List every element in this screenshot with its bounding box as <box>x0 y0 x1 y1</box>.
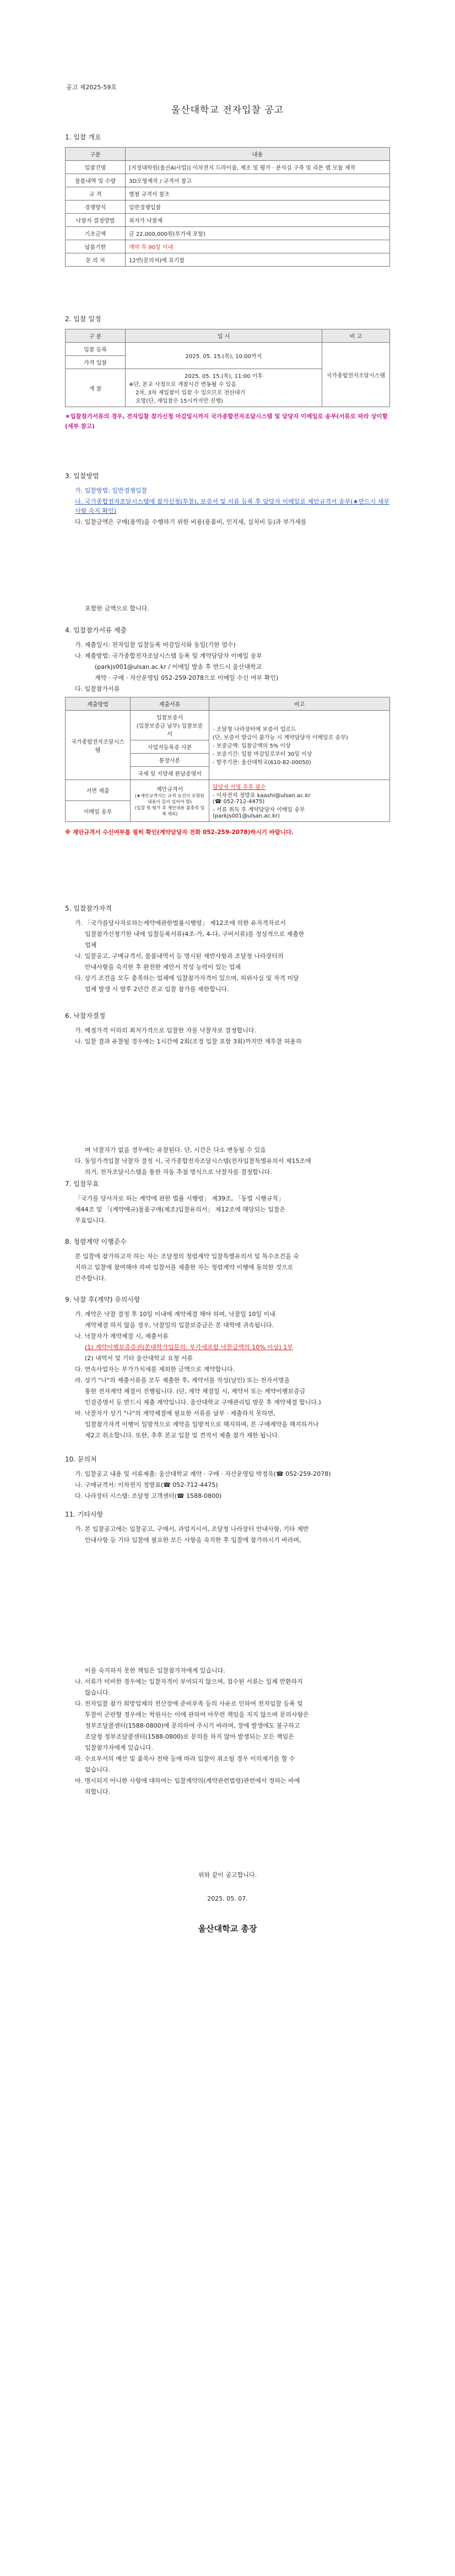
misc-line: 의합니다. <box>85 1788 111 1795</box>
row-value: 금 22,000,000원(부가세 포함) <box>126 227 390 240</box>
row-label: 문 의 처 <box>66 253 126 267</box>
method-c: 다. 입찰금액은 구매(용역)을 수행하기 위한 비용(용품비, 인지세, 설치비 등)과 부가세를 <box>75 518 307 526</box>
row-value: 계약 후 90일 이내 <box>126 240 390 253</box>
documents-table <box>65 697 390 822</box>
opening-time: 2025. 05. 15.(목), 11:00 이후 <box>185 374 263 380</box>
award-line: 의거, 전자조달시스템을 통한 자동 추첨 방식으로 낙찰자를 결정합니다. <box>85 1168 272 1176</box>
misc-line: 않습니다. <box>85 1689 111 1696</box>
award-line: 나. 입찰 결과 유찰될 경우에는 1시간에 2회(조정 입찰 포함 3회)까지만 재투찰 허용하 <box>75 1038 302 1045</box>
misc-line: 없습니다. <box>85 1766 111 1773</box>
doc-cell: 사업자등록증 사본 <box>131 740 209 754</box>
section-integrity <box>65 1237 390 1285</box>
table-header: 제출방법 <box>66 697 131 711</box>
misc-line: 투찰이 곤란할 경우에는 학원사는 이에 관하여 아무런 책임을 지지 않으며 문의사항은 <box>85 1711 309 1718</box>
section-heading: 5. 입찰참가자격 <box>65 905 112 912</box>
doc-cell: 입찰보증서 (입찰보증금 납부) 입찰보증서 <box>131 711 209 740</box>
misc-line: 안내사항 등 기타 입찰에 필요한 모든 사항을 숙지한 후 입찰에 참가하시기 바라며, <box>85 1536 301 1544</box>
section-heading: 3. 입찰방법 <box>65 472 99 480</box>
award-line: 며 낙찰자가 없을 경우에는 유찰된다. 단, 시간은 다소 변동될 수 있음 <box>85 1146 266 1154</box>
row-label: 낙찰자 결정방법 <box>66 214 126 227</box>
note-cell: - 조달청 나라장터에 보증서 업로드 (단, 보증서 발급이 불가능 시 계약담당자 이메일로 송부) - 보증금액: 입찰금액의 5% 이상 - 보증기간: 입찰 마감일로부터 30일 이상 - 발주기관: 울산대학교(610-82-00050) <box>209 711 390 780</box>
row-value: 최저가 낙찰제 <box>126 214 390 227</box>
contract-line: (2) 내역서 및 기타 울산대학교 요청 서류 <box>85 1355 193 1362</box>
misc-line: 입찰참가자에게 있습니다. <box>85 1744 153 1751</box>
contract-line: 다. 연속사업자는 부가가치세를 제외한 금액으로 계약합니다. <box>75 1366 235 1373</box>
row-value: 2025. 05. 15.(목), 10:00까지 <box>126 343 322 369</box>
method-c-cont: 포함한 금액으로 합니다. <box>85 605 149 612</box>
contract-line: 제2고 취소합니다. 또한, 추후 본교 입찰 및 견적서 제출 참가 제한 됩니다. <box>85 1432 280 1439</box>
misc-line: 라. 수요부서의 예산 및 품목사 전략 등에 따라 입찰이 취소될 경우 이의제기를 할 수 <box>75 1755 295 1762</box>
integrity-line: 본 입찰에 참가하고자 하는 자는 조달청의 청렴계약 입찰특별유의서 및 특수조건을 숙 <box>75 1253 299 1260</box>
section-heading: 7. 입찰무효 <box>65 1180 99 1188</box>
row-value: [지정대학원(울산AI사업)] 이차전지 드라이룸, 제조 및 평가 · 분석실 구축 및 리튼 랩 모듈 제작 <box>126 161 390 174</box>
closing-line: 위와 같이 공고합니다. <box>198 1871 257 1879</box>
row-value: 3D모형제작 / 규격서 참고 <box>126 174 390 187</box>
opening-note: 2차, 3차 재입찰이 입찰 수 있으므로 전산대기 <box>136 390 246 396</box>
row-label: 규 격 <box>66 187 126 201</box>
opening-note: 요망(단, 재입찰은 15시까지만 진행) <box>136 398 223 404</box>
row-value: 일반경쟁입찰 <box>126 201 390 214</box>
integrity-line: 간주합니다. <box>75 1275 106 1282</box>
section-documents <box>65 625 390 839</box>
contract-line: 인감증명서 등 반드시 제출 계약입니다. 울산대학교 구매관리팀 방문 후 계약체결 합니다.) <box>85 1399 321 1406</box>
row-label: 납품기한 <box>66 240 126 253</box>
notice-number: 공고 제2025-59호 <box>66 84 117 91</box>
table-header: 내용 <box>126 148 390 161</box>
document-title: 울산대학교 전자입찰 공고 <box>171 105 284 116</box>
table-header: 제출서류 <box>131 697 209 711</box>
table-header: 일 시 <box>126 329 322 343</box>
eligibility-line: 안내사항을 숙지한 후 완전한 제안서 작성 능력이 있는 업체 <box>85 964 241 971</box>
contract-line: (1) 계약이행보증증권(본대학가입문의: 부가세포함 낙찰금액의 10% 이상) 1부 <box>85 1344 293 1351</box>
row-label: 물품내역 및 수량 <box>66 174 126 187</box>
contract-line: 나. 낙찰자가 계약체결 시, 제출서류 <box>75 1333 169 1340</box>
eligibility-line: 다. 상기 조건을 모두 충족하는 업체에 입찰참가자격이 있으며, 허위사실 및 자격 미달 <box>75 975 299 982</box>
misc-line: 정부조달콜센터(1588-0800)에 문의하여 주시기 바라며, 장애 발생에도 불구하고 <box>85 1722 300 1729</box>
row-label: 입찰 등록 <box>66 343 126 356</box>
misc-line: 다. 전자입찰 참가 희망업체의 전산장애 준비부족 등의 사유로 인하여 전자입찰 등록 및 <box>75 1700 303 1707</box>
section-heading: 2. 입찰 일정 <box>65 315 101 323</box>
docs-b-phone: 계약 · 구매 · 자산운영팀 052-259-2078으로 이메일 수신 여부 확인) <box>95 674 279 681</box>
row-label: 경쟁방식 <box>66 201 126 214</box>
contract-line: 계약체결 하지 않을 경우, 낙찰일의 입찰보증금은 본 대학에 귀속됩니다. <box>85 1322 274 1329</box>
method-cell: 국가종합전자조달시스템 <box>66 711 131 780</box>
contract-line: 라. 상기 "나"의 제출서류를 모두 제출한 후, 계약서를 작성(날인) 또는 전자서명을 <box>75 1377 290 1384</box>
section-heading: 8. 청렴계약 이행준수 <box>65 1238 127 1246</box>
misc-line: 마. 명시되지 아니한 사항에 대하여는 입찰계약의(계약관련법령)관련에서 정하는 바에 <box>75 1777 300 1784</box>
misc-line: 이를 숙지하지 못한 책임은 입찰참가자에게 있습니다. <box>85 1667 225 1674</box>
note-cell: 담당자 서명 추후 필수 - 이차전지 정방표 kaashi@ulsan.ac.kr (☎ 052-712-4475) - 서류 취득 후 계약담당자 이메일 송부 (parkjs001@ulsan.ac.kr) <box>209 780 390 822</box>
eligibility-line: 입찰참가신청기한 내에 입찰등록서류(4조-가, 4-다, 구비서류)를 정상적으로 제출한 <box>85 930 305 938</box>
eligibility-line: 업체 발생 시 향후 2년간 본교 입찰 참가를 제한합니다. <box>85 986 229 993</box>
method-b: 나. 국가종합전자조달시스템에 참가신청(투찰), 보증서 및 서류 등록 후 담당자 이메일로 제안규격서 송부(★반드시 세부사항 숙지 확인) <box>75 498 390 515</box>
section-contact <box>65 1454 390 1502</box>
doc-cell: 통장사본 <box>131 754 209 767</box>
row-label: 개 찰 <box>66 369 126 407</box>
section-contract <box>65 1295 390 1442</box>
contract-line: 마. 낙찰자가 상기 "나"의 계약체결에 필요한 서류를 납부 · 제출하지 못하면, <box>75 1410 275 1417</box>
section-method <box>65 471 390 615</box>
contact-line: 나. 구매규격서: 이차전지 정방표(☎ 052-712-4475) <box>75 1481 218 1489</box>
integrity-line: 지하고 입찰에 참여해야 하며 입찰서를 제출한 자는 청렴계약 이행에 동의한 것으로 <box>75 1264 294 1271</box>
section-heading: 9. 낙찰 후(계약) 유의사항 <box>65 1296 140 1303</box>
section-invalid <box>65 1179 390 1227</box>
eligibility-line: 나. 입찰공고, 구매규격서, 물품내역서 등 명시된 제반사항과 조달청 나라장터의 <box>75 953 284 960</box>
section-heading: 6. 낙찰자결정 <box>65 1012 106 1020</box>
section-heading: 1. 입찰 개요 <box>65 133 101 141</box>
misc-line: 나. 서류가 미비한 경우에는 입찰자격이 부여되지 않으며, 접수된 서류는 일체 반환하지 <box>75 1678 303 1685</box>
section-heading: 10. 문의처 <box>65 1455 97 1463</box>
row-label: 가격 입찰 <box>66 356 126 369</box>
table-header: 비 고 <box>322 329 390 343</box>
award-line: 다. 동일가격입찰 낙찰자 결정 시, 국가종합전자조달시스템(전자입찰특별유의서 제15조에 <box>75 1157 311 1165</box>
row-value: 12번(문의처)에 표기함 <box>126 253 390 267</box>
section-overview <box>65 132 390 267</box>
invalid-line: 제44조 및 「(계약예규)물품구매(제조)입찰유의서」 제12조에 해당되는 입찰은 <box>75 1206 286 1213</box>
row-value: 별첨 규격서 참조 <box>126 187 390 201</box>
doc-cell: 제안규격서 (★제안규격서는 규격 요건이 포함된 내용이 들어 있어야 함) (입찰 및 평가 후 제안내용 불충족 업체 제외) <box>131 780 209 822</box>
closing-signature: 울산대학교 총장 <box>198 1924 257 1934</box>
table-header: 구 분 <box>66 329 126 343</box>
docs-a: 가. 제출일시: 전자입찰 입찰등록 마감일시와 동일(기한 엄수) <box>75 641 236 648</box>
contract-line: 입찰참가자격 이행이 일방적으로 계약을 일방적으로 해지하며, 본 구매계약을 해지하거나 <box>85 1421 319 1428</box>
row-label: 기초금액 <box>66 227 126 240</box>
opening-note: ※단, 본교 사정으로 개찰시간 변동될 수 있음 <box>129 382 236 388</box>
eligibility-line: 가. 「국가를당사자로하는계약에관한법률시행령」 제12조에 의한 유자격자로서 <box>75 919 286 927</box>
doc-cell: 국세 및 지방세 완납증명서 <box>131 767 209 780</box>
docs-c: 다. 입찰참가서류 <box>75 685 120 692</box>
method-cell: 서면 제출 <box>66 780 131 801</box>
row-note: 국가종합전자조달시스템 <box>322 343 390 407</box>
award-line: 가. 예정가격 이하의 최저가격으로 입찰한 자를 낙찰자로 결정합니다. <box>75 1027 256 1034</box>
section-eligibility <box>65 903 390 995</box>
section-heading: 4. 입찰참가서류 제출 <box>65 626 127 634</box>
docs-b-email: (parkjs001@ulsan.ac.kr / 이메일 발송 후 반드시 울산대학교 <box>95 663 262 670</box>
schedule-warning: ★입찰참가서류의 경우, 전자입찰 참가신청 마감일시까지 국가종합전자조달시스템 및 담당자 이메일로 송부(서류로 따라 상이할 (세부 참고) <box>65 413 388 430</box>
invalid-line: 무효입니다. <box>75 1217 106 1224</box>
contract-line: 통한 전자계약 체결이 진행됩니다. (단, 계약 체결일 시, 계약서 또는 계약이행보증금 <box>85 1388 306 1395</box>
closing-date: 2025. 05. 07. <box>207 1895 248 1902</box>
docs-warning: ※ 제안규격서 수신여부를 필히 확인(계약담당자 전화 052-259-2078)하시기 바랍니다. <box>65 829 294 836</box>
table-header: 구분 <box>66 148 126 161</box>
eligibility-line: 업체 <box>85 941 97 949</box>
method-a: 가. 입찰방법: 일반경쟁입찰 <box>75 487 148 494</box>
overview-table <box>65 147 390 267</box>
section-schedule <box>65 314 390 433</box>
docs-b: 나. 제출방법: 국가종합전자조달시스템 등록 및 계약담당자 이메일 송부 <box>75 652 262 659</box>
section-award <box>65 1011 390 1178</box>
table-header: 비고 <box>209 697 390 711</box>
opening-cell <box>126 369 322 407</box>
section-misc <box>65 1509 390 1798</box>
row-label: 입찰건명 <box>66 161 126 174</box>
contact-line: 가. 입찰공고 내용 및 서류제출: 울산대학교 계약 · 구매 · 자산운영팀 박정욱(☎ 052-259-2078) <box>75 1470 331 1478</box>
contract-line: 가. 계약은 낙찰 결정 후 10일 이내에 계약체결 해야 하며, 낙찰일 10일 이내 <box>75 1311 275 1318</box>
schedule-table <box>65 329 390 407</box>
invalid-line: 「국가를 당사자로 하는 계약에 관한 법률 시행령」 제39조, 「동법 시행규칙」 <box>75 1195 284 1202</box>
misc-line: 조달청 정부조달콜센터(1588-0800)로 문의를 하지 않아 발생되는 모든 책임은 <box>85 1733 294 1740</box>
misc-line: 가. 본 입찰공고에는 입찰공고, 구매서, 과업지시서, 조달청 나라장터 안내사항, 기타 제반 <box>75 1525 309 1533</box>
section-heading: 11. 기타사항 <box>65 1511 104 1518</box>
contact-line: 다. 나라장터 시스템: 조달청 고객센터(☎ 1588-0800) <box>75 1492 222 1500</box>
method-cell: 이메일 송부 <box>66 801 131 822</box>
